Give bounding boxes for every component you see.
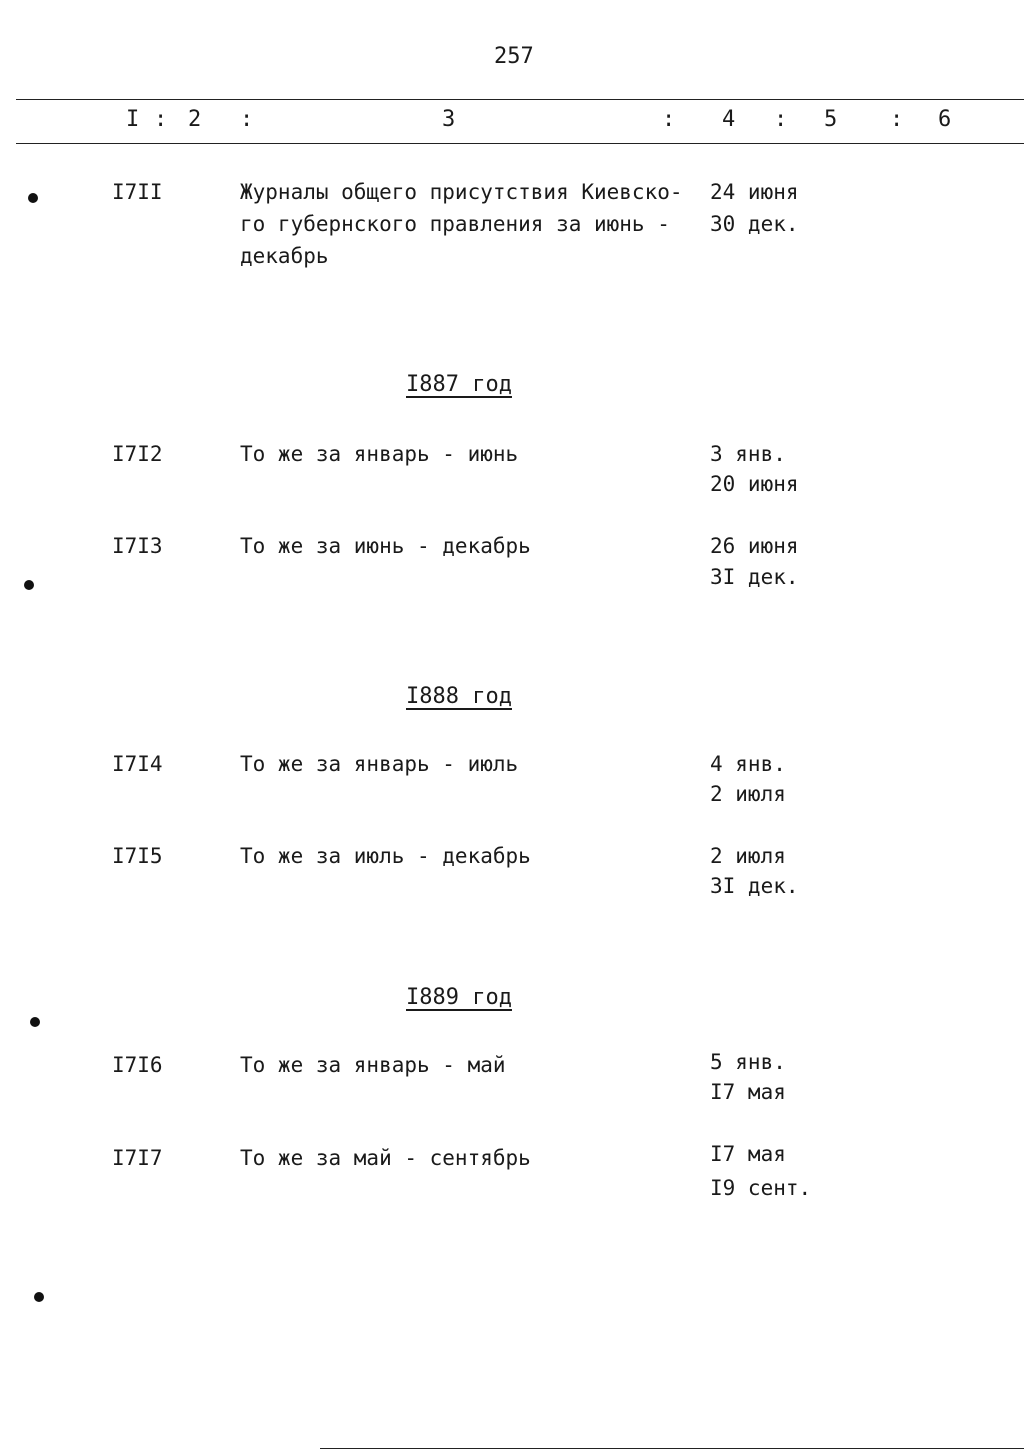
entry-title-line: То же за январь - июль: [240, 752, 519, 776]
binding-hole-dot: [28, 193, 38, 203]
entry-date-start: 5 янв.: [710, 1050, 786, 1074]
column-header-3: 3: [442, 107, 456, 132]
year-heading-text: I888 год: [406, 684, 512, 709]
year-heading-text: I889 год: [406, 985, 512, 1010]
column-header-4: 4: [722, 107, 736, 132]
year-heading: [406, 372, 512, 397]
entry-title-line: Журналы общего присутствия Киевско-: [240, 180, 683, 204]
header-top-rule: [16, 99, 1024, 100]
entry-date-end: 20 июня: [710, 472, 799, 496]
column-header-2: 2: [188, 107, 202, 132]
entry-title-line: То же за июнь - декабрь: [240, 534, 531, 558]
column-separator: :: [890, 107, 904, 132]
year-heading: [406, 985, 512, 1010]
binding-hole-dot: [24, 580, 34, 590]
year-heading: [406, 684, 512, 709]
entry-number: I7I3: [112, 534, 163, 558]
entry-date-end: 3I дек.: [710, 874, 799, 898]
column-separator: :: [774, 107, 788, 132]
entry-date-start: 3 янв.: [710, 442, 786, 466]
entry-title-line: То же за май - сентябрь: [240, 1146, 531, 1170]
entry-date-end: I7 мая: [710, 1080, 786, 1104]
entry-date-end: I9 сент.: [710, 1176, 812, 1200]
page-number: 257: [494, 44, 534, 69]
column-separator: :: [240, 107, 254, 132]
column-header-6: 6: [938, 107, 952, 132]
entry-number: I7I5: [112, 844, 163, 868]
entry-title-line: То же за январь - июнь: [240, 442, 519, 466]
year-heading-text: I887 год: [406, 372, 512, 397]
entry-number: I7I2: [112, 442, 163, 466]
entry-title-line: То же за июль - декабрь: [240, 844, 531, 868]
entry-number: I7I6: [112, 1053, 163, 1077]
entry-date-start: 4 янв.: [710, 752, 786, 776]
bottom-edge-rule: [320, 1448, 1024, 1449]
binding-hole-dot: [30, 1017, 40, 1027]
entry-title-line: декабрь: [240, 244, 329, 268]
entry-number: I7II: [112, 180, 163, 204]
entry-number: I7I7: [112, 1146, 163, 1170]
entry-date-start: I7 мая: [710, 1142, 786, 1166]
entry-date-end: 30 дек.: [710, 212, 799, 236]
entry-date-start: 2 июля: [710, 844, 786, 868]
entry-title-line: го губернского правления за июнь -: [240, 212, 670, 236]
header-bottom-rule: [16, 143, 1024, 144]
column-separator: :: [154, 107, 168, 132]
entry-date-start: 26 июня: [710, 534, 799, 558]
entry-date-end: 2 июля: [710, 782, 786, 806]
column-header-1: I: [126, 107, 140, 132]
entry-title-line: То же за январь - май: [240, 1053, 506, 1077]
column-header-5: 5: [824, 107, 838, 132]
entry-date-start: 24 июня: [710, 180, 799, 204]
column-separator: :: [662, 107, 676, 132]
binding-hole-dot: [34, 1292, 44, 1302]
entry-date-end: 3I дек.: [710, 565, 799, 589]
entry-number: I7I4: [112, 752, 163, 776]
